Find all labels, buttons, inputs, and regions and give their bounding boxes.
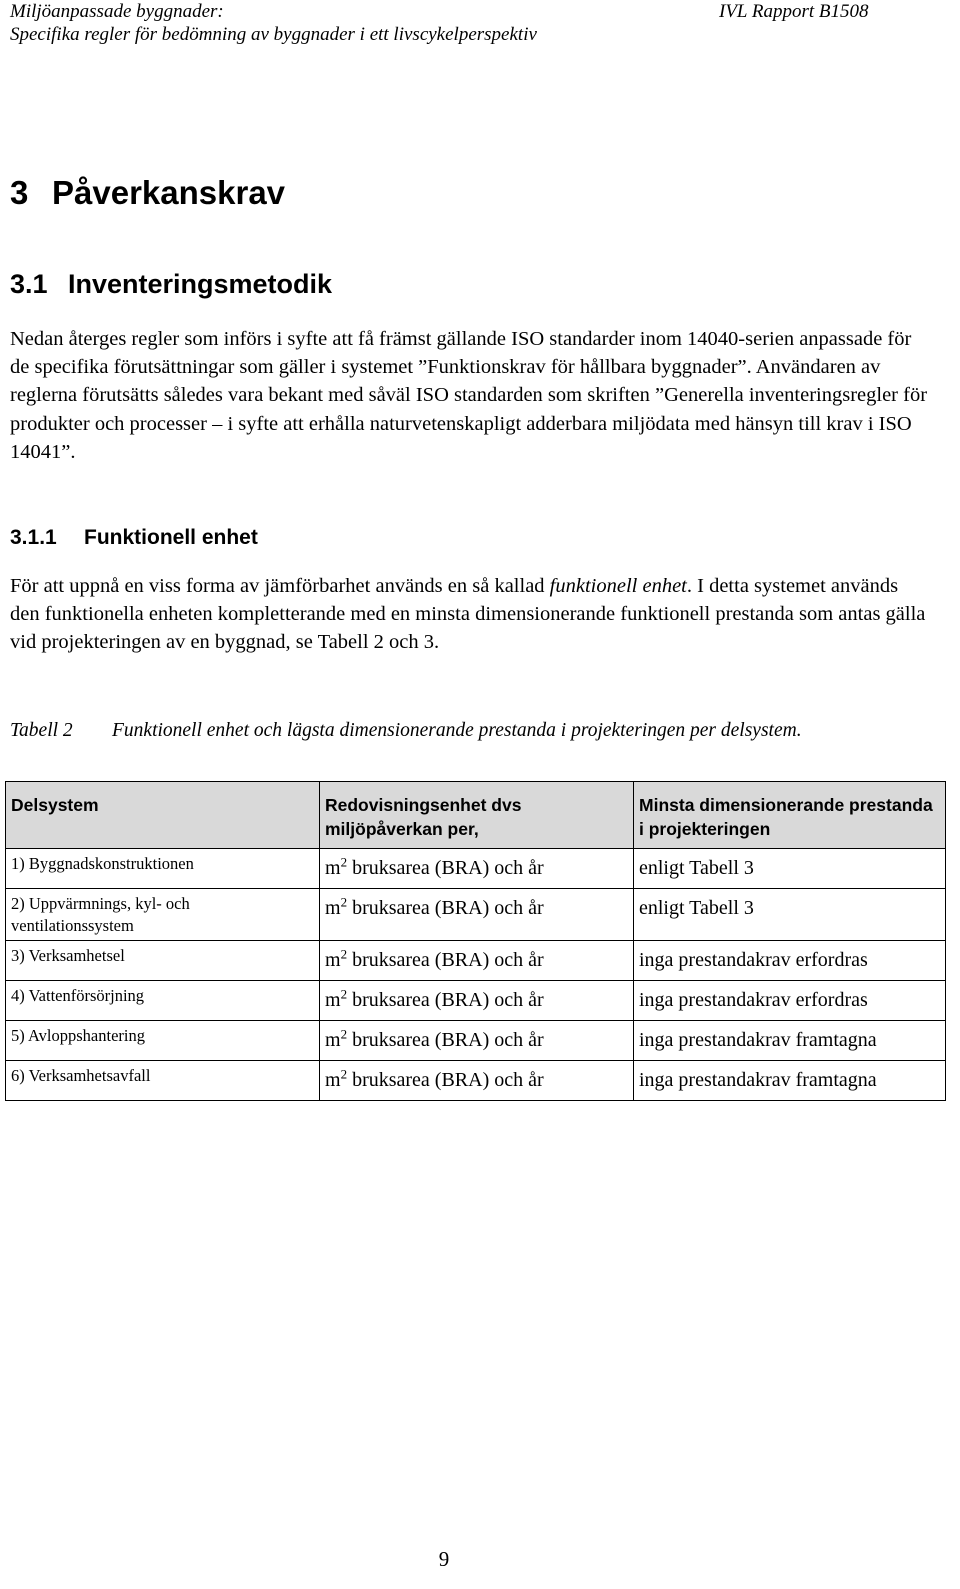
- page-number: 9: [438, 1547, 450, 1571]
- delsystem-cell: 2) Uppvärmnings, kyl- och ventilationssystem: [6, 889, 320, 941]
- unit-base: m: [325, 949, 341, 971]
- prestanda-cell: inga prestandakrav framtagna: [634, 1021, 946, 1061]
- prestanda-cell: inga prestandakrav erfordras: [634, 941, 946, 981]
- unit-base: m: [325, 1069, 341, 1091]
- paragraph-text-end: . I detta systemet används den funktionella enheten kompletterande med en minsta dimensionerande funktionell prestanda som antas gälla vid projekteringen av en byggnad, se Tabell 2 och 3.: [10, 575, 926, 654]
- unit-cell: [320, 941, 634, 981]
- unit-exponent: 2: [340, 946, 348, 962]
- unit-cell: [320, 889, 634, 941]
- section-title: Inventeringsmetodik: [68, 269, 333, 299]
- chapter-heading: [10, 171, 285, 215]
- header-minsta-prestanda: Minsta dimensionerande prestanda i projekteringen: [634, 782, 946, 849]
- table-row: [6, 941, 946, 981]
- unit-cell: [320, 981, 634, 1021]
- table-row: [6, 981, 946, 1021]
- unit-cell: [320, 1061, 634, 1101]
- unit-cell: [320, 849, 634, 889]
- table-caption-text: Funktionell enhet och lägsta dimensionerande prestanda i projekteringen per delsystem.: [112, 720, 802, 741]
- table-row: [6, 849, 946, 889]
- delsystem-cell: 6) Verksamhetsavfall: [6, 1061, 320, 1101]
- header-delsystem: Delsystem: [6, 782, 320, 849]
- header-redovisningsenhet: Redovisningsenhet dvs miljöpåverkan per,: [320, 782, 634, 849]
- unit-text: bruksarea (BRA) och år: [347, 1069, 544, 1091]
- table-row: [6, 1061, 946, 1101]
- delsystem-cell: 3) Verksamhetsel: [6, 941, 320, 981]
- unit-text: bruksarea (BRA) och år: [347, 989, 544, 1011]
- running-header-subtitle: Specifika regler för bedömning av byggnader i ett livscykelperspektiv: [10, 24, 537, 45]
- prestanda-cell: enligt Tabell 3: [634, 889, 946, 941]
- table-row: [6, 1021, 946, 1061]
- paragraph-text-start: För att uppnå en viss forma av jämförbarhet används en så kallad: [10, 575, 550, 597]
- delsystem-cell: 4) Vattenförsörjning: [6, 981, 320, 1021]
- unit-text: bruksarea (BRA) och år: [347, 897, 544, 919]
- unit-exponent: 2: [340, 894, 348, 910]
- subsection-title: Funktionell enhet: [84, 526, 258, 549]
- unit-exponent: 2: [340, 986, 348, 1002]
- delsystem-cell: 1) Byggnadskonstruktionen: [6, 849, 320, 889]
- unit-exponent: 2: [340, 854, 348, 870]
- subsection-number: 3.1.1: [10, 526, 57, 549]
- prestanda-cell: enligt Tabell 3: [634, 849, 946, 889]
- unit-exponent: 2: [340, 1066, 348, 1082]
- unit-text: bruksarea (BRA) och år: [347, 949, 544, 971]
- unit-base: m: [325, 989, 341, 1011]
- unit-cell: [320, 1021, 634, 1061]
- section-number: 3.1: [10, 269, 48, 299]
- section-heading: [10, 266, 332, 302]
- unit-base: m: [325, 857, 341, 879]
- unit-base: m: [325, 1029, 341, 1051]
- table-header-row: [6, 782, 946, 849]
- subsection-heading: [10, 524, 258, 552]
- chapter-title: Påverkanskrav: [52, 174, 286, 211]
- delsystem-cell: 5) Avloppshantering: [6, 1021, 320, 1061]
- unit-text: bruksarea (BRA) och år: [347, 857, 544, 879]
- unit-exponent: 2: [340, 1026, 348, 1042]
- table-caption-label: Tabell 2: [10, 720, 73, 741]
- prestanda-cell: inga prestandakrav framtagna: [634, 1061, 946, 1101]
- table-row: [6, 889, 946, 941]
- unit-text: bruksarea (BRA) och år: [347, 1029, 544, 1051]
- functional-unit-paragraph: [10, 572, 930, 657]
- subsystem-table: [5, 781, 946, 1101]
- unit-base: m: [325, 897, 341, 919]
- chapter-number: 3: [10, 174, 29, 211]
- running-header-title: Miljöanpassade byggnader:: [10, 1, 224, 22]
- prestanda-cell: inga prestandakrav erfordras: [634, 981, 946, 1021]
- intro-paragraph: Nedan återges regler som införs i syfte att få främst gällande ISO standarder inom 14040-serien anpassade för de specifika förutsättningar som gäller i systemet ”Funktionskrav för hållbara byggnader”. Användaren av reglerna förutsätts således vara bekant med såväl ISO standarden som skriften ”Generella inventeringsregler för produkter och processer – i syfte att erhålla naturvetenskapligt adderbara miljödata med hänsyn till krav i ISO 14041”.: [10, 328, 928, 463]
- paragraph-emphasis: funktionell enhet: [549, 575, 687, 597]
- running-header-report-id: IVL Rapport B1508: [719, 1, 869, 22]
